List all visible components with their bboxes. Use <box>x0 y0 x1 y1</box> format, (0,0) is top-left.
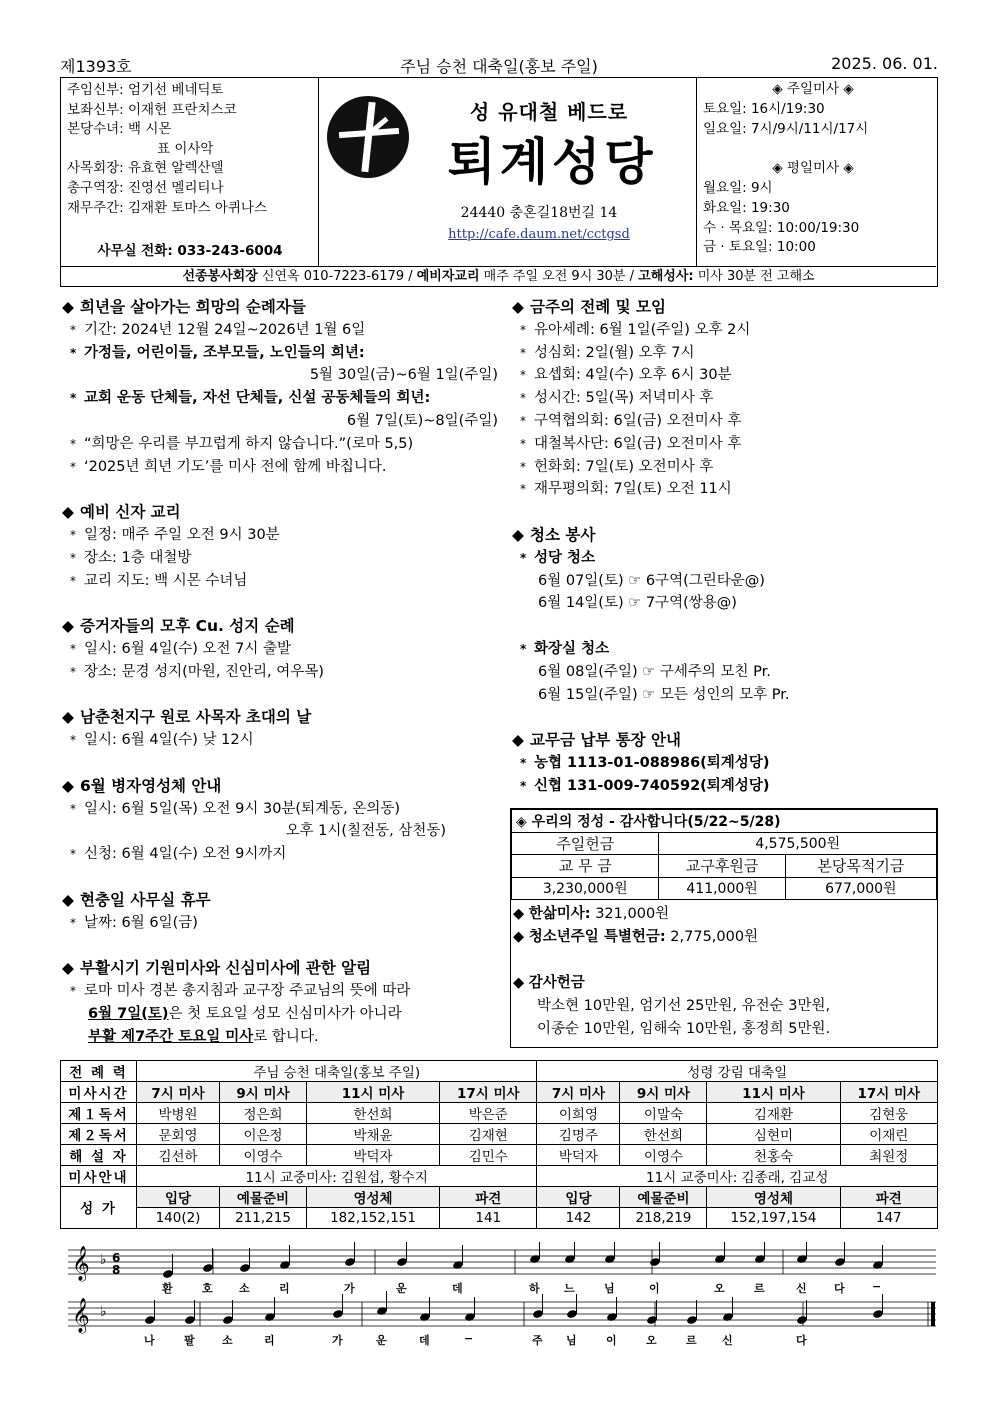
bullet-icon: * <box>70 391 77 406</box>
reader-name: 심현미 <box>707 1124 840 1145</box>
commentator-name: 최원정 <box>840 1145 938 1166</box>
hymn-number: 211,215 <box>220 1208 307 1229</box>
row-header: 제１독서 <box>61 1103 137 1124</box>
lyric-syllable: 가 <box>344 1282 355 1295</box>
list-item: 로 합니다. <box>253 1028 319 1045</box>
section-pilgrimage <box>62 615 502 683</box>
bullet-icon: * <box>70 459 76 474</box>
liturgy-day: 성령 강림 대축일 <box>537 1061 938 1082</box>
bullet-icon: * <box>70 915 76 930</box>
flat-icon: ♭ <box>100 1304 107 1320</box>
list-item: 농협 1113-01-088986(퇴계성당) <box>534 754 770 771</box>
lyric-syllable: 님 <box>566 1334 577 1347</box>
list-item: 장소: 1층 대철방 <box>84 549 192 566</box>
diamond-icon: ◆ <box>62 776 74 795</box>
offering-label: 교 무 금 <box>512 855 659 878</box>
mass-time-row: 월요일: 9시 <box>703 179 773 196</box>
hymn-number: 152,197,154 <box>707 1208 840 1229</box>
offering-label: 주일헌금 <box>512 832 659 855</box>
row-header: 미사안내 <box>61 1166 137 1187</box>
list-item: ‘2025년 희년 기도’를 미사 전에 함께 바칩니다. <box>84 458 387 475</box>
lyric-syllable: 르 <box>686 1334 697 1347</box>
mass-time: 9시 미사 <box>620 1082 707 1103</box>
hymn-header: 파견 <box>440 1187 537 1208</box>
section-title: 예비 신자 교리 <box>80 503 181 522</box>
contact-value: 매주 주일 오전 9시 30분 / <box>479 269 639 284</box>
mass-time: 7시 미사 <box>537 1082 620 1103</box>
list-item: 은 첫 토요일 성모 신심미사가 아니라 <box>168 1005 402 1022</box>
list-item: 6월 15일(주일) ☞ 모든 성인의 모후 Pr. <box>538 686 790 703</box>
row-header: 해 설 자 <box>61 1145 137 1166</box>
bullet-icon: * <box>520 550 527 565</box>
bullet-icon: * <box>520 641 527 656</box>
highlight-text: 6월 7일(토) <box>88 1005 169 1022</box>
bullet-icon: * <box>70 573 76 588</box>
lyric-syllable: 팔 <box>184 1334 195 1347</box>
highlight-text: 부활 제7주간 토요일 미사 <box>88 1028 254 1045</box>
bullet-icon: * <box>70 801 76 816</box>
lyric-syllable: 소 <box>239 1282 250 1295</box>
list-item: 5월 30일(금)~6월 1일(주일) <box>309 367 498 384</box>
staff-row: 보좌신부: 이재헌 프란치스코 <box>67 101 237 118</box>
bullet-icon: * <box>70 550 76 565</box>
list-item: 날짜: 6월 6일(금) <box>84 914 198 931</box>
offering-value: 2,775,000원 <box>665 929 759 945</box>
diamond-icon: ◆ <box>62 298 74 316</box>
bullet-icon: * <box>70 664 76 679</box>
treble-clef-icon: 𝄞 <box>72 1246 90 1281</box>
section-senior-priests <box>62 706 502 752</box>
schedule-table <box>60 1060 938 1229</box>
lyric-syllable: 신 <box>722 1334 733 1347</box>
final-barline <box>931 1302 935 1326</box>
commentator-name: 이영수 <box>620 1145 707 1166</box>
row-header: 제２독서 <box>61 1124 137 1145</box>
bullet-icon: * <box>70 733 76 748</box>
thanks-line: 이종순 10만원, 임해숙 10만원, 홍정희 5만원. <box>537 1021 831 1037</box>
lyric-syllable: − <box>464 1332 474 1345</box>
lyric-syllable: 나 <box>144 1334 155 1347</box>
list-item: 로마 미사 경본 총지침과 교구장 주교님의 뜻에 따라 <box>84 982 411 999</box>
diamond-icon: ◆ <box>62 503 74 522</box>
list-item: 신청: 6월 4일(수) 오전 9시까지 <box>84 846 287 863</box>
lyric-syllable: 이 <box>606 1334 617 1347</box>
weekday-mass-title: ◈ 평일미사 ◈ <box>772 160 854 177</box>
left-column <box>62 296 502 1048</box>
list-item: 성심회: 2일(월) 오후 7시 <box>534 344 695 361</box>
reader-name: 김현웅 <box>840 1103 938 1124</box>
hymn-number: 147 <box>840 1208 938 1229</box>
lyric-syllable: 호 <box>202 1282 213 1295</box>
section-jubilee <box>62 296 502 478</box>
diamond-icon: ◆ <box>62 708 74 727</box>
top-line <box>60 54 938 76</box>
list-item: 헌화회: 7일(토) 오전미사 후 <box>534 458 714 475</box>
hymn-header: 예물준비 <box>220 1187 307 1208</box>
bullet-icon: * <box>520 459 526 474</box>
lyric-syllable: 운 <box>376 1334 387 1347</box>
diamond-icon: ◆ <box>62 890 74 909</box>
reader-name: 이말숙 <box>620 1103 707 1124</box>
music-score <box>60 1242 938 1354</box>
reader-name: 이희영 <box>537 1103 620 1124</box>
reader-name: 정은희 <box>220 1103 307 1124</box>
mass-guide: 11시 교중미사: 김종래, 김교성 <box>537 1166 938 1187</box>
bullet-icon: * <box>520 322 526 337</box>
section-cleaning <box>512 524 937 706</box>
ministry-schedule <box>60 1060 938 1229</box>
list-item: 교리 지도: 백 시몬 수녀님 <box>84 572 248 589</box>
mass-time: 17시 미사 <box>840 1082 938 1103</box>
thanks-line: 박소현 10만원, 엄기선 25만원, 유전순 3만원, <box>537 998 831 1014</box>
section-title: 현충일 사무실 휴무 <box>80 890 211 909</box>
list-item: 6월 07일(토) ☞ 6구역(그린타운@) <box>538 572 765 589</box>
hymn-number: 140(2) <box>137 1208 220 1229</box>
reader-name: 김재환 <box>707 1103 840 1124</box>
lyric-syllable: 느 <box>564 1282 575 1295</box>
mass-times <box>697 78 937 266</box>
section-mass-notice <box>62 957 502 1048</box>
mass-time-row: 일요일: 7시/9시/11시/17시 <box>703 120 869 137</box>
lyric-syllable: 님 <box>604 1282 615 1295</box>
section-title: 증거자들의 모후 Cu. 성지 순례 <box>80 617 295 636</box>
office-phone: 사무실 전화: 033-243-6004 <box>97 243 283 260</box>
bullet-icon: * <box>520 413 526 428</box>
staff-row: 본당수녀: 백 시몬 <box>67 121 172 138</box>
list-item: 대철복사단: 6일(금) 오전미사 후 <box>534 435 742 452</box>
bullet-icon: * <box>520 436 526 451</box>
section-title: 청소 봉사 <box>530 525 596 544</box>
bullet-icon: * <box>70 436 76 451</box>
offering-value: 4,575,500원 <box>659 832 937 855</box>
list-item: 장소: 문경 성지(마원, 진안리, 여우목) <box>84 663 324 680</box>
lyric-syllable: 오 <box>646 1334 657 1347</box>
lyric-syllable: − <box>872 1280 882 1293</box>
staff-row: 재무주간: 김재환 토마스 아퀴나스 <box>67 199 267 216</box>
staff-row: 표 이사악 <box>157 140 214 157</box>
hymn-header: 예물준비 <box>620 1187 707 1208</box>
section-title: 남춘천지구 원로 사목자 초대의 날 <box>80 708 312 727</box>
bullet-icon: * <box>70 847 76 862</box>
mass-time: 11시 미사 <box>307 1082 440 1103</box>
offering-value: 411,000원 <box>659 877 785 900</box>
issue-number: 제1393호 <box>60 57 132 76</box>
bullet-icon: * <box>70 527 76 542</box>
bullet-icon: * <box>70 322 76 337</box>
contact-value: 미사 30분 전 고해소 <box>693 269 815 284</box>
section-title: 금주의 전례 및 모임 <box>530 298 666 316</box>
list-item: 6월 14일(토) ☞ 7구역(쌍용@) <box>538 595 737 612</box>
section-title: 부활시기 기원미사와 신심미사에 관한 알림 <box>80 959 372 978</box>
reader-name: 박채윤 <box>307 1124 440 1145</box>
diamond-icon: ◆ <box>513 975 529 991</box>
reader-name: 김명주 <box>537 1124 620 1145</box>
hymn-header: 영성체 <box>307 1187 440 1208</box>
list-item: 가정들, 어린이들, 조부모들, 노인들의 희년: <box>84 344 365 361</box>
diamond-icon: ◆ <box>512 525 524 544</box>
row-header: 성 가 <box>61 1187 137 1229</box>
offering-table <box>511 809 937 900</box>
bullet-icon: * <box>520 778 527 793</box>
contact-value: 신연옥 010-7223-6179 / <box>257 269 417 284</box>
commentator-name: 천홍숙 <box>707 1145 840 1166</box>
header-box <box>60 77 938 287</box>
offering-box <box>510 808 938 1048</box>
bullet-icon: * <box>70 983 76 998</box>
lyric-syllable: 다 <box>834 1282 845 1295</box>
lyric-syllable: 리 <box>279 1282 290 1295</box>
offering-label: 교구후원금 <box>659 855 785 878</box>
list-item: 일시: 6월 4일(수) 낮 12시 <box>84 732 254 749</box>
staff-row: 총구역장: 진영선 멜리티나 <box>67 179 224 196</box>
section-title: 교무금 납부 통장 안내 <box>530 731 681 750</box>
time-signature: 8 <box>112 1263 121 1277</box>
list-item: 구역협의회: 6일(금) 오전미사 후 <box>534 412 742 429</box>
section-catechism <box>62 501 502 592</box>
staff-list <box>61 78 319 266</box>
flat-icon: ♭ <box>100 1252 107 1268</box>
commentator-name: 박덕자 <box>307 1145 440 1166</box>
list-item: 신협 131-009-740592(퇴계성당) <box>534 777 770 794</box>
lyric-syllable: 운 <box>396 1282 407 1295</box>
hymn-number: 182,152,151 <box>307 1208 440 1229</box>
bullet-icon: * <box>520 368 526 383</box>
reader-name: 이은정 <box>220 1124 307 1145</box>
list-item: 교회 운동 단체들, 자선 단체들, 신설 공동체들의 희년: <box>84 390 431 407</box>
bullet-icon: * <box>520 345 526 360</box>
reader-name: 박은준 <box>440 1103 537 1124</box>
time-signature: 6 <box>112 1251 121 1265</box>
church-patron: 성 유대철 베드로 <box>469 100 629 124</box>
row-header: 전 례 력 <box>61 1061 137 1082</box>
list-item: “희망은 우리를 부끄럽게 하지 않습니다.”(로마 5,5) <box>84 435 414 452</box>
commentator-name: 이영수 <box>220 1145 307 1166</box>
hymn-header: 입당 <box>137 1187 220 1208</box>
list-item: 6월 08일(주일) ☞ 구세주의 모친 Pr. <box>538 663 771 680</box>
treble-clef-icon: 𝄞 <box>72 1298 90 1333</box>
section-title: 희년을 살아가는 희망의 순례자들 <box>80 298 306 316</box>
reader-name: 한선희 <box>307 1103 440 1124</box>
reader-name: 김재현 <box>440 1124 537 1145</box>
reader-name: 한선희 <box>620 1124 707 1145</box>
list-item: 성시간: 5일(목) 저녁미사 후 <box>534 390 714 407</box>
feast-title: 주님 승천 대축일(홍보 주일) <box>400 57 598 76</box>
mass-time: 17시 미사 <box>440 1082 537 1103</box>
lyric-syllable: 르 <box>754 1282 765 1295</box>
lyric-syllable: 오 <box>714 1282 725 1295</box>
mass-time-row: 수 · 목요일: 10:00/19:30 <box>703 219 860 236</box>
list-item: 요셉회: 4일(수) 오후 6시 30분 <box>534 367 732 384</box>
staff-row: 주임신부: 엄기선 베네딕토 <box>67 82 224 98</box>
contact-label: 예비자교리 <box>416 269 480 284</box>
mass-time-row: 금 · 토요일: 10:00 <box>703 239 816 256</box>
list-item: 오후 1시(칠전동, 삼천동) <box>285 823 446 840</box>
commentator-name: 박덕자 <box>537 1145 620 1166</box>
section-bank-accounts <box>512 729 937 797</box>
mass-time: 7시 미사 <box>137 1082 220 1103</box>
diamond-icon: ◆ <box>62 959 74 978</box>
offering-value: 3,230,000원 <box>512 877 659 900</box>
list-item: 6월 7일(토)~8일(주일) <box>346 412 498 429</box>
bullet-icon: * <box>70 345 77 360</box>
commentator-name: 김민수 <box>440 1145 537 1166</box>
bullet-icon: * <box>520 482 526 497</box>
diamond-icon: ◆ <box>512 731 524 750</box>
lyric-syllable: 이 <box>649 1282 660 1295</box>
offering-value: 321,000원 <box>590 906 670 922</box>
diamond-icon: ◆ <box>512 298 524 316</box>
issue-date: 2025. 06. 01. <box>831 54 938 73</box>
bullet-icon: * <box>70 641 76 656</box>
cross-logo-icon <box>327 96 409 178</box>
lyric-syllable: 가 <box>332 1334 343 1347</box>
church-url-link[interactable]: http://cafe.daum.net/cctgsd <box>448 227 630 242</box>
list-item: 일시: 6월 5일(목) 오전 9시 30분(퇴계동, 온의동) <box>84 800 401 817</box>
church-address: 24440 충혼길18번길 14 <box>460 205 618 221</box>
diamond-icon: ◆ <box>62 617 74 636</box>
mass-guide: 11시 교중미사: 김원섭, 황수지 <box>137 1166 537 1187</box>
lyric-syllable: 신 <box>796 1282 807 1295</box>
lyric-syllable: 하 <box>529 1282 540 1295</box>
commentator-name: 김선하 <box>137 1145 220 1166</box>
mass-time: 11시 미사 <box>707 1082 840 1103</box>
bullet-icon: * <box>520 391 526 406</box>
offering-label: 한삶미사: <box>528 906 591 922</box>
list-item: 재무평의회: 7일(토) 오전 11시 <box>534 481 732 498</box>
list-item: 일정: 매주 주일 오전 9시 30분 <box>84 526 280 543</box>
section-sick-communion <box>62 775 502 866</box>
mass-time-row: 화요일: 19:30 <box>703 199 790 216</box>
hymn-header: 영성체 <box>707 1187 840 1208</box>
lyric-syllable: 환 <box>162 1282 173 1295</box>
reader-name: 박병원 <box>137 1103 220 1124</box>
hymn-header: 파견 <box>840 1187 938 1208</box>
mass-time-row: 토요일: 16시/19:30 <box>703 100 825 117</box>
sunday-mass-title: ◈ 주일미사 ◈ <box>772 81 854 97</box>
lyric-syllable: 데 <box>452 1282 463 1295</box>
diamond-icon: ◆ <box>513 929 529 945</box>
offering-label: 청소년주일 특별헌금: <box>528 929 666 945</box>
row-header: 미사시간 <box>61 1082 137 1103</box>
list-item: 화장실 청소 <box>534 640 610 657</box>
contact-label: 선종봉사회장 <box>182 269 258 284</box>
contact-label: 고해성사: <box>638 269 694 284</box>
list-item: 유아세례: 6월 1일(주일) 오후 2시 <box>534 321 751 338</box>
reader-name: 문회영 <box>137 1124 220 1145</box>
list-item: 성당 청소 <box>534 549 596 566</box>
church-name: 퇴계성당 <box>447 133 657 191</box>
offering-value: 677,000원 <box>785 877 936 900</box>
offering-title: ◈ 우리의 정성 - 감사합니다(5/22~5/28) <box>512 810 937 833</box>
offering-label: 본당목적기금 <box>785 855 936 878</box>
list-item: 일시: 6월 4일(수) 오전 7시 출발 <box>84 640 291 657</box>
church-masthead <box>319 78 697 266</box>
lyric-syllable: 리 <box>264 1334 275 1347</box>
list-item: 기간: 2024년 12월 24일~2026년 1월 6일 <box>84 321 366 338</box>
diamond-icon: ◆ <box>513 906 529 922</box>
liturgy-day: 주님 승천 대축일(홍보 주일) <box>137 1061 537 1082</box>
section-title: 6월 병자영성체 안내 <box>80 776 222 795</box>
offering-label: 감사헌금 <box>528 975 585 991</box>
section-office-closed <box>62 889 502 935</box>
contact-bar <box>61 266 936 286</box>
right-column <box>512 296 937 798</box>
hymn-number: 142 <box>537 1208 620 1229</box>
lyric-syllable: 주 <box>532 1334 543 1347</box>
lyric-syllable: 데 <box>419 1334 430 1347</box>
lyric-syllable: 소 <box>222 1334 233 1347</box>
reader-name: 이재린 <box>840 1124 938 1145</box>
section-weekly-events <box>512 296 937 501</box>
mass-time: 9시 미사 <box>220 1082 307 1103</box>
hymn-header: 입당 <box>537 1187 620 1208</box>
bullet-icon: * <box>520 755 527 770</box>
lyric-syllable: 다 <box>796 1334 807 1347</box>
hymn-number: 218,219 <box>620 1208 707 1229</box>
hymn-number: 141 <box>440 1208 537 1229</box>
staff-row: 사목회장: 유효현 알렉산델 <box>67 160 224 177</box>
